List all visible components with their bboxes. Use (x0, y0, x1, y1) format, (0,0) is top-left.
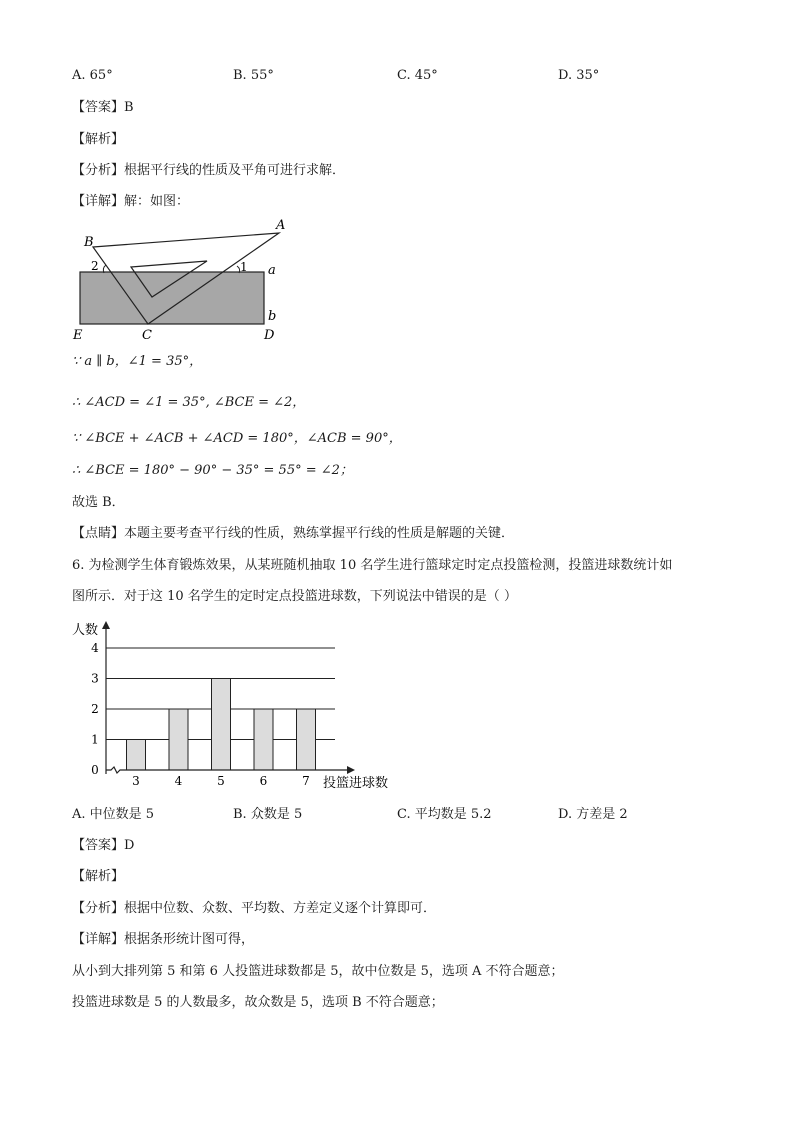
label-b: B (84, 235, 94, 250)
q6-answer: 【答案】D (72, 838, 135, 853)
q6-detail-2: 投篮进球数是 5 的人数最多，故众数是 5，选项 B 不符合题意； (72, 995, 444, 1010)
bar (297, 709, 316, 770)
bar (212, 679, 231, 771)
y-tick-label: 4 (91, 641, 99, 655)
q6-stem-line-2: 图所示．对于这 10 名学生的定时定点投篮进球数，下列说法中错误的是（ ） (72, 589, 517, 604)
q5-option-b: B. 55° (233, 68, 274, 83)
x-tick-label: 7 (302, 774, 310, 788)
bar-chart (70, 615, 400, 795)
q5-step-2: ∴ ∠ACD = ∠1 = 35°, ∠BCE = ∠2， (72, 395, 306, 410)
q5-step-4: ∴ ∠BCE = 180° − 90° − 35° = 55° = ∠2； (72, 463, 353, 478)
q5-conclusion: 故选 B． (72, 495, 125, 510)
q5-analysis: 【分析】根据平行线的性质及平角可进行求解． (72, 163, 346, 178)
q5-step-1: ∵ a ∥ b，∠1 = 35°， (72, 354, 203, 369)
q6-option-a: A. 中位数是 5 (72, 807, 155, 822)
q5-analysis-title: 【解析】 (72, 132, 125, 147)
x-tick-label: 6 (259, 774, 268, 788)
x-axis-label: 投篮进球数 (323, 776, 389, 791)
q6-option-c: C. 平均数是 5.2 (397, 807, 492, 822)
bar (169, 709, 188, 770)
q6-analysis: 【分析】根据中位数、众数、平均数、方差定义逐个计算即可． (72, 901, 437, 916)
y-tick-label: 0 (91, 763, 99, 777)
label-c: C (142, 328, 152, 343)
y-axis-arrow (102, 621, 110, 629)
y-tick-label: 1 (91, 732, 99, 747)
q5-option-c: C. 45° (397, 68, 438, 83)
q6-detail-1: 从小到大排列第 5 和第 6 人投篮进球数都是 5，故中位数是 5，选项 A 不符合题意； (72, 964, 564, 979)
y-tick-label: 2 (91, 702, 99, 716)
bar (127, 740, 146, 771)
y-axis-label: 人数 (72, 623, 99, 638)
label-line-a: a (268, 263, 276, 278)
q6-analysis-title: 【解析】 (72, 869, 125, 884)
label-a-point: A (276, 218, 286, 233)
q6-option-d: D. 方差是 2 (558, 807, 628, 822)
label-angle-2: 2 (91, 259, 99, 273)
q6-detail-intro: 【详解】根据条形统计图可得， (72, 932, 255, 947)
q5-detail-intro: 【详解】解：如图： (72, 194, 190, 209)
geometry-figure (70, 212, 300, 344)
label-d: D (264, 328, 275, 343)
label-line-b: b (268, 309, 277, 324)
y-tick-label: 3 (91, 671, 99, 686)
q6-stem-line-1: 6. 为检测学生体育锻炼效果，从某班随机抽取 10 名学生进行篮球定时定点投篮检测，投篮进球数统计如 (72, 558, 673, 573)
x-tick-label: 3 (132, 774, 140, 788)
label-e: E (73, 328, 83, 343)
x-axis-arrow (347, 766, 355, 774)
q6-option-b: B. 众数是 5 (233, 807, 303, 822)
q5-step-3: ∵ ∠BCE + ∠ACB + ∠ACD = 180°，∠ACB = 90°， (72, 431, 402, 446)
bar (254, 709, 273, 770)
label-angle-1: 1 (240, 260, 248, 274)
q5-comment: 【点睛】本题主要考查平行线的性质，熟练掌握平行线的性质是解题的关键． (72, 526, 515, 541)
x-tick-label: 4 (174, 774, 183, 788)
q5-option-a: A. 65° (72, 68, 113, 83)
ruler-rectangle (80, 272, 264, 324)
q5-answer: 【答案】B (72, 100, 134, 115)
x-tick-label: 5 (217, 774, 225, 788)
q5-option-d: D. 35° (558, 68, 600, 83)
